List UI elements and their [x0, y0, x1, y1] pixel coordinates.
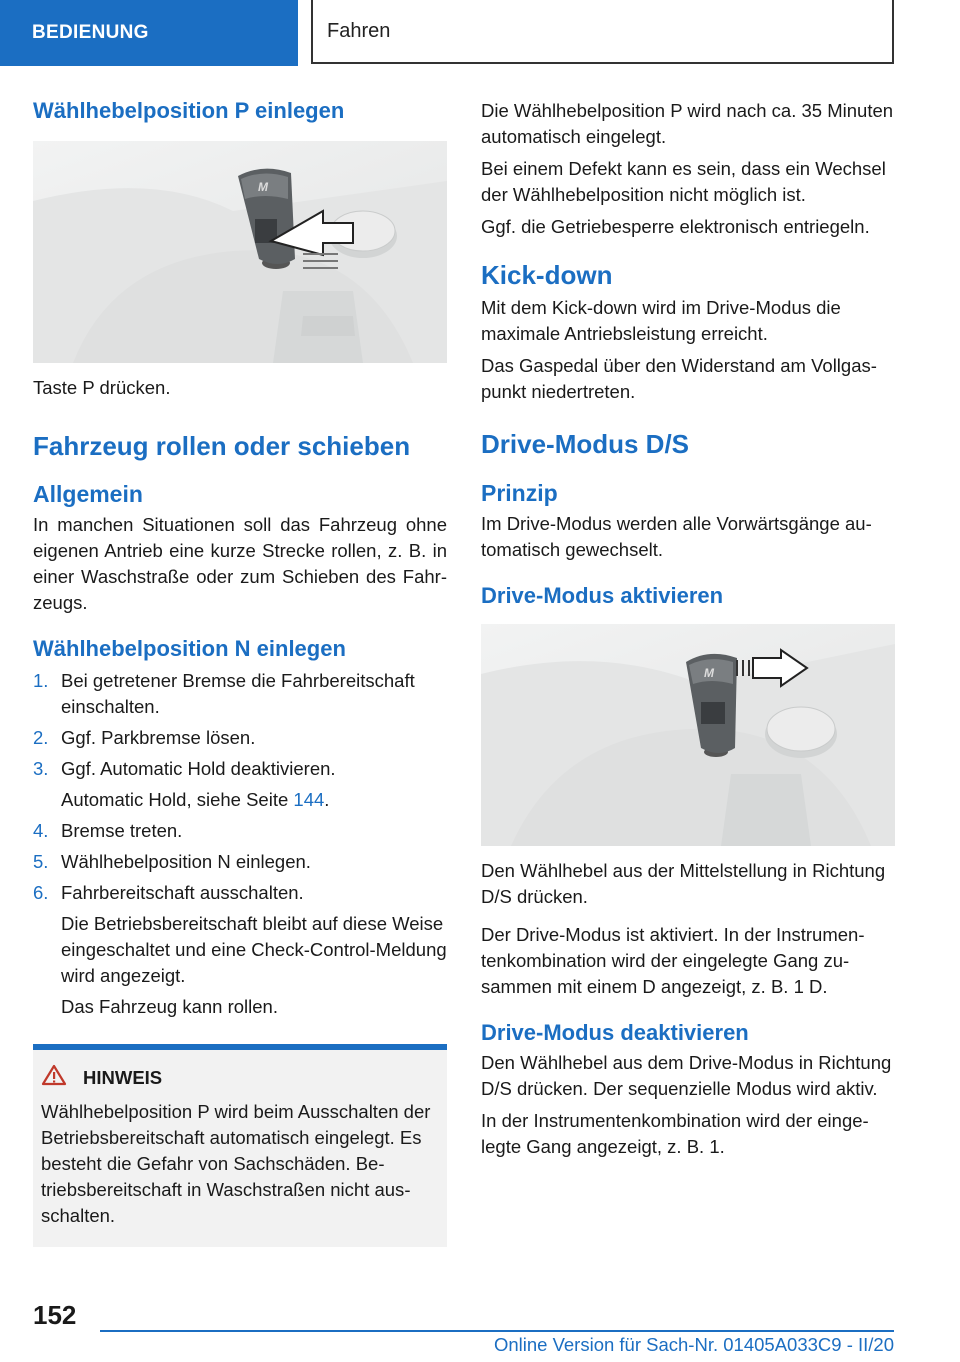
p-auto-text: Die Wählhebelposition P wird nach ca. 35 Minuten automatisch eingelegt.	[481, 100, 894, 147]
heading-drive-deaktivieren: Drive-Modus deaktivieren	[481, 1020, 749, 1045]
step-sub-text: Automatic Hold, siehe Seite 144.	[61, 789, 330, 810]
left-column	[33, 98, 447, 1247]
allgemein-text: In manchen Situationen soll das Fahrzeug ohne eigenen Antrieb eine kurze Strecke rollen, z. B. in einer Waschstraße oder zum Schieben des Fahrzeugs.	[33, 514, 447, 613]
page-number: 152	[33, 1300, 77, 1330]
chapter-label: Fahren	[327, 19, 391, 42]
step-text: Ggf. Automatic Hold deaktivieren.	[61, 758, 336, 779]
deaktiv-text-2: In der Instrumentenkombination wird der eingelegte Gang angezeigt, z. B. 1.	[481, 1110, 869, 1157]
steps-list	[33, 668, 447, 1020]
step-number: 2.	[33, 727, 49, 748]
step-text: Fahrbereitschaft ausschalten.	[61, 882, 304, 903]
page-link[interactable]: 144	[293, 789, 325, 810]
p-sperre-text: Ggf. die Getriebesperre elektronisch entriegeln.	[481, 216, 870, 237]
notice-box	[33, 1044, 447, 1247]
notice-text: Wählhebelposition P wird beim Ausschalten der Betriebsbereitschaft automatisch eingelegt. Es besteht die Gefahr von Sachschäden. Betriebsbereitschaft in Waschstraßen nicht ausschalten.	[41, 1101, 431, 1226]
heading-drive-aktivieren: Drive-Modus aktivieren	[481, 583, 724, 608]
list-item	[33, 818, 447, 844]
step-number: 6.	[33, 882, 49, 903]
step-text: Bei getretener Bremse die Fahrbereitschaft einschalten.	[61, 670, 415, 717]
p-defekt-text: Bei einem Defekt kann es sein, dass ein Wechsel der Wählhebelposition nicht möglich ist.	[481, 158, 886, 205]
list-item	[33, 880, 447, 1020]
heading-allgemein: Allgemein	[33, 481, 143, 507]
list-item	[33, 725, 447, 751]
heading-rollen-schieben: Fahrzeug rollen oder schieben	[33, 431, 411, 461]
section-tab[interactable]	[0, 0, 298, 66]
list-item	[33, 756, 447, 813]
heading-prinzip: Prinzip	[481, 480, 558, 506]
aktiv-caption: Den Wählhebel aus der Mittelstellung in Richtung D/S drücken.	[481, 860, 886, 907]
notice-title: HINWEIS	[83, 1066, 163, 1088]
step-number: 4.	[33, 820, 49, 841]
step-number: 5.	[33, 851, 49, 872]
right-column	[481, 98, 899, 1160]
gear-lever-ds-image	[481, 624, 895, 846]
kick-text-1: Mit dem Kick-down wird im Drive-Modus die maximale Antriebsleistung erreicht.	[481, 297, 841, 344]
heading-kick-down: Kick-down	[481, 260, 613, 290]
heading-drive-modus: Drive-Modus D/S	[481, 429, 690, 459]
notice-header	[41, 1064, 439, 1091]
step-sub-text: Die Betriebsbereitschaft bleibt auf diese Weise eingeschaltet und eine Check-Control-Meldung wird angezeigt.	[61, 913, 447, 986]
footer-version-text: Online Version für Sach-Nr. 01405A033C9 - II/20	[493, 1334, 894, 1355]
warning-triangle-icon	[41, 1064, 67, 1091]
section-label: BEDIENUNG	[32, 22, 149, 43]
step-text: Bremse treten.	[61, 820, 183, 841]
kick-text-2: Das Gaspedal über den Widerstand am Vollgaspunkt niedertreten.	[481, 355, 877, 402]
step-sub-text: Das Fahrzeug kann rollen.	[61, 996, 278, 1017]
gear-lever-p-image	[33, 141, 447, 363]
caption-p: Taste P drücken.	[33, 377, 171, 398]
gear-selector-illustration-ds	[481, 624, 895, 846]
list-item	[33, 668, 447, 720]
list-item	[33, 849, 447, 875]
heading-p-einlegen: Wählhebelposition P einlegen	[33, 98, 345, 123]
step-number: 1.	[33, 670, 49, 691]
chapter-tab[interactable]	[311, 0, 894, 64]
svg-text:M: M	[258, 180, 268, 194]
step-text: Ggf. Parkbremse lösen.	[61, 727, 256, 748]
step-text: Wählhebelposition N einlegen.	[61, 851, 311, 872]
gear-selector-illustration-p	[33, 141, 447, 363]
svg-text:M: M	[704, 666, 714, 680]
footer-divider	[100, 1330, 894, 1332]
prinzip-text: Im Drive-Modus werden alle Vorwärtsgänge automatisch gewechselt.	[481, 513, 872, 560]
aktiv-text: Der Drive-Modus ist aktiviert. In der Instrumentenkombination wird der eingelegte Gang zusammen mit einem D angezeigt, z. B. 1 D.	[481, 924, 865, 997]
heading-n-einlegen: Wählhebelposition N einlegen	[33, 636, 346, 661]
step-number: 3.	[33, 758, 49, 779]
deaktiv-text-1: Den Wählhebel aus dem Drive-Modus in Richtung D/S drücken. Der sequenzielle Modus wird aktiv.	[481, 1052, 892, 1099]
